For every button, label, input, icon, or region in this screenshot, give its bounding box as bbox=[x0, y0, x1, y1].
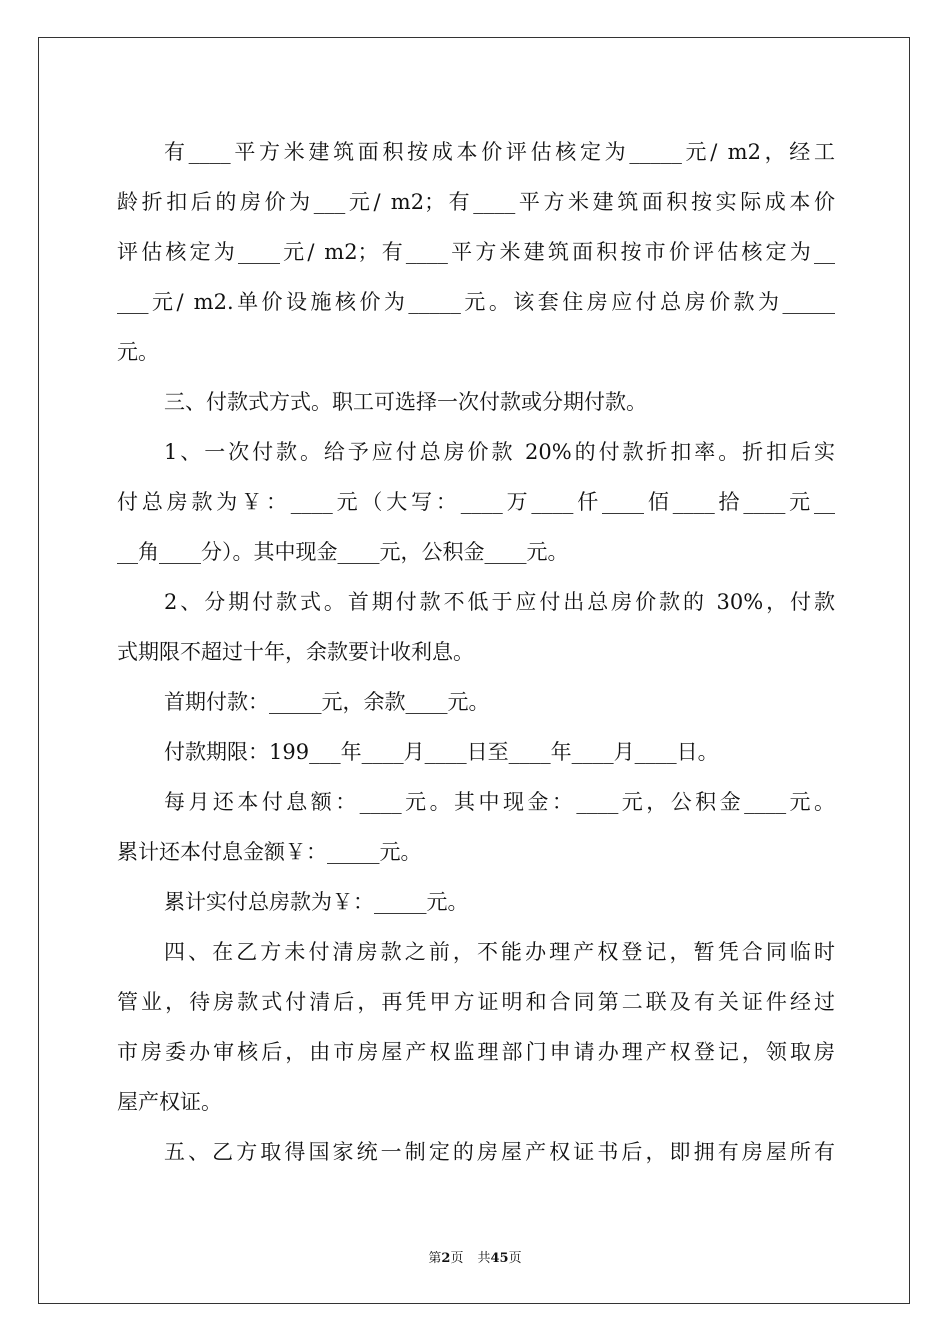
page-unit: 页 bbox=[450, 1251, 464, 1266]
text-line: 龄折扣后的房价为___元/ m2；有____平方米建筑面积按实际成本价 bbox=[117, 190, 835, 214]
text-line: 付总房款为￥：____元（大写：____万____仟____佰____拾____元__ bbox=[117, 490, 835, 514]
text-line: 付款期限：199___年____月____日至____年____月____日。 bbox=[164, 740, 719, 764]
text-line: 2、分期付款式。首期付款不低于应付出总房价款的 30%，付款 bbox=[164, 590, 835, 614]
text-line: ___元/ m2.单价设施核价为_____元。该套住房应付总房价款为_____ bbox=[117, 290, 835, 314]
text-line: 屋产权证。 bbox=[117, 1090, 222, 1114]
text-line: 每月还本付息额：____元。其中现金：____元，公积金____元。 bbox=[164, 790, 835, 814]
text-line: 市房委办审核后，由市房屋产权监理部门申请办理产权登记，领取房 bbox=[117, 1040, 835, 1064]
text-line: 1、一次付款。给予应付总房价款 20%的付款折扣率。折扣后实 bbox=[164, 440, 835, 464]
document-body bbox=[117, 127, 835, 1177]
text-line: 累计实付总房款为￥：_____元。 bbox=[164, 890, 469, 914]
text-line: 四、在乙方未付清房款之前，不能办理产权登记，暂凭合同临时 bbox=[164, 940, 835, 964]
page-total: 45 bbox=[490, 1251, 509, 1266]
page-footer bbox=[0, 1247, 950, 1266]
total-unit: 页 bbox=[508, 1251, 522, 1266]
page-prefix: 第 bbox=[428, 1251, 442, 1266]
text-line: 评估核定为____元/ m2；有____平方米建筑面积按市价评估核定为__ bbox=[117, 240, 835, 264]
text-line: 式期限不超过十年，余款要计收利息。 bbox=[117, 640, 474, 664]
text-line: 管业，待房款式付清后，再凭甲方证明和合同第二联及有关证件经过 bbox=[117, 990, 835, 1014]
text-line: 累计还本付息金额￥：_____元。 bbox=[117, 840, 422, 864]
text-line: 五、乙方取得国家统一制定的房屋产权证书后，即拥有房屋所有 bbox=[164, 1140, 835, 1164]
text-line: 三、付款式方式。职工可选择一次付款或分期付款。 bbox=[164, 390, 647, 414]
total-prefix: 共 bbox=[477, 1251, 491, 1266]
text-line: 首期付款：_____元，余款____元。 bbox=[164, 690, 490, 714]
text-line: 元。 bbox=[117, 340, 159, 364]
text-line: __角____分）。其中现金____元，公积金____元。 bbox=[117, 540, 569, 564]
text-line: 有____平方米建筑面积按成本价评估核定为_____元/ m2，经工 bbox=[164, 140, 835, 164]
page-current: 2 bbox=[441, 1251, 451, 1266]
